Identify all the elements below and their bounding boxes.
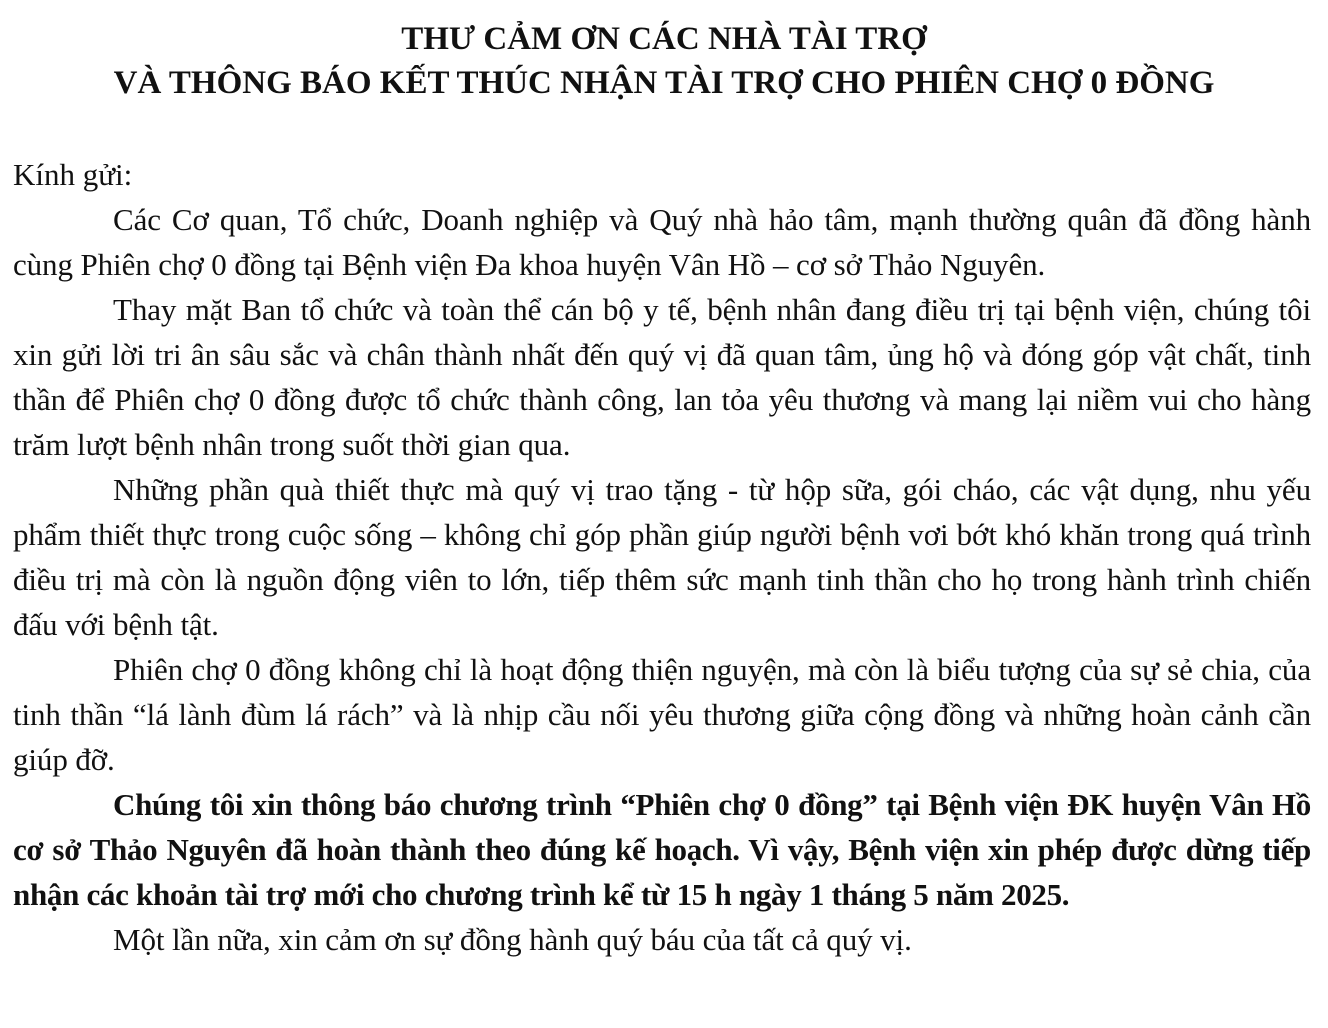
paragraph-closing: Một lần nữa, xin cảm ơn sự đồng hành quý báu của tất cả quý vị. (113, 922, 912, 957)
paragraph-gifts: Những phần quà thiết thực mà quý vị trao tặng - từ hộp sữa, gói cháo, các vật dụng, nhu yếu phẩm thiết thực trong cuộc sống – không chỉ góp phần giúp người bệnh vơi bớt khó khăn trong quá trình điều trị mà còn là nguồn động viên to lớn, tiếp thêm sức mạnh tinh thần cho họ trong hành trình chiến đấu với bệnh tật. (13, 472, 1311, 642)
salutation: Kính gửi: (13, 157, 133, 192)
paragraph-announcement: Chúng tôi xin thông báo chương trình “Phiên chợ 0 đồng” tại Bệnh viện ĐK huyện Vân Hồ cơ sở Thảo Nguyên đã hoàn thành theo đúng kế hoạch. Vì vậy, Bệnh viện xin phép được dừng tiếp nhận các khoản tài trợ mới cho chương trình kể từ 15 h ngày 1 tháng 5 năm 2025. (13, 787, 1311, 912)
paragraph-recipients: Các Cơ quan, Tổ chức, Doanh nghiệp và Quý nhà hảo tâm, mạnh thường quân đã đồng hành cùng Phiên chợ 0 đồng tại Bệnh viện Đa khoa huyện Vân Hồ – cơ sở Thảo Nguyên. (13, 202, 1311, 282)
document-body (13, 152, 1311, 962)
document-title-line-2: VÀ THÔNG BÁO KẾT THÚC NHẬN TÀI TRỢ CHO PHIÊN CHỢ 0 ĐỒNG (113, 65, 1215, 101)
paragraph-gratitude: Thay mặt Ban tổ chức và toàn thể cán bộ y tế, bệnh nhân đang điều trị tại bệnh viện, chúng tôi xin gửi lời tri ân sâu sắc và chân thành nhất đến quý vị đã quan tâm, ủng hộ và đóng góp vật chất, tinh thần để Phiên chợ 0 đồng được tổ chức thành công, lan tỏa yêu thương và mang lại niềm vui cho hàng trăm lượt bệnh nhân trong suốt thời gian qua. (13, 292, 1311, 462)
paragraph-meaning: Phiên chợ 0 đồng không chỉ là hoạt động thiện nguyện, mà còn là biểu tượng của sự sẻ chia, của tinh thần “lá lành đùm lá rách” và là nhịp cầu nối yêu thương giữa cộng đồng và những hoàn cảnh cần giúp đỡ. (13, 652, 1311, 777)
document-title-line-1: THƯ CẢM ƠN CÁC NHÀ TÀI TRỢ (401, 21, 927, 57)
